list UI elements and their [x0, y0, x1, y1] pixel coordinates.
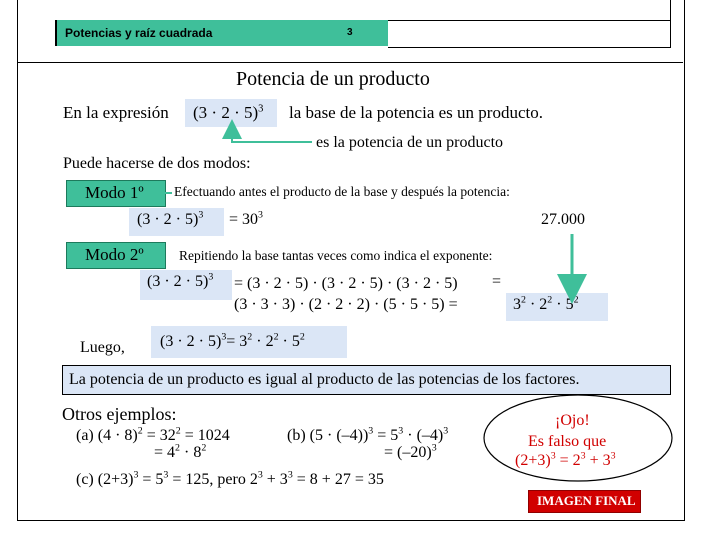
intro-prefix: En la expresión: [63, 103, 169, 122]
mode1-result: 27.000: [541, 211, 585, 228]
example-c: (c) $(2+3)^3 = 5^3 = 125$, pero $2^3 + 3^3 = 8 + 27 = 35$: [76, 469, 384, 488]
mode1-lhs: $(3 \cdot 2 \cdot 5)^3$: [137, 209, 204, 228]
intro-note: es la potencia de un producto: [316, 134, 504, 151]
final-image-button[interactable]: [528, 490, 641, 513]
example-a-line1: (a) $(4 \cdot 8)^2 = 32^2 = 1024$: [76, 425, 230, 444]
mode2-label: Modo 2º: [85, 245, 144, 264]
intro-suffix: la base de la potencia es un producto.: [289, 103, 543, 122]
mode2-description: Repitiendo la base tantas veces como indica el exponente:: [179, 248, 493, 263]
example-b-line2: = $(-20)^3$: [384, 442, 437, 461]
ways-label: Puede hacerse de dos modos:: [63, 155, 251, 172]
rule-text: La potencia de un producto es igual al producto de las potencias de los factores.: [69, 371, 580, 388]
warning-formula: $(2+3)^3 = 2^3 + 3^3$: [515, 450, 616, 469]
mode2-line1: = (3 · 2 · 5) · (3 · 2 · 5) · (3 · 2 · 5): [234, 275, 458, 292]
conclusion-label: Luego,: [80, 339, 125, 356]
mode2-result: $3^2 \cdot 2^2 \cdot 5^2$: [513, 294, 579, 313]
mode1-description: Efectuando antes el producto de la base y después la potencia:: [174, 184, 510, 199]
examples-title: Otros ejemplos:: [62, 404, 177, 424]
example-a-line2: = $4^2 \cdot 8^2$: [154, 442, 207, 461]
intro-expression: $(3 \cdot 2 \cdot 5)^3$: [193, 103, 264, 122]
conclusion-formula: $(3 \cdot 2 \cdot 5)^3= 3^2 \cdot 2^2 \cdot 5^2$: [160, 331, 305, 350]
page-title: Potencia de un producto: [236, 68, 430, 90]
mode1-mid: = $30^3$: [229, 209, 263, 228]
arrow-note-to-expression: [232, 129, 312, 142]
mode2-lhs: $(3 \cdot 2 \cdot 5)^3$: [147, 271, 214, 290]
header-title: Potencias y raíz cuadrada: [65, 26, 213, 40]
page-number: 3: [347, 27, 353, 38]
mode2-line1-eq: =: [492, 273, 502, 290]
warning-title: ¡Ojo!: [555, 412, 590, 429]
final-image-button-label: IMAGEN FINAL: [537, 493, 636, 508]
example-b-line1: (b) $(5 \cdot (-4))^3 = 5^3 \cdot (-4)^3$: [287, 425, 449, 444]
mode1-label: Modo 1º: [85, 183, 144, 202]
warning-line2: Es falso que: [528, 433, 607, 450]
mode2-line2: (3 · 3 · 3) · (2 · 2 · 2) · (5 · 5 · 5) =: [234, 296, 458, 313]
